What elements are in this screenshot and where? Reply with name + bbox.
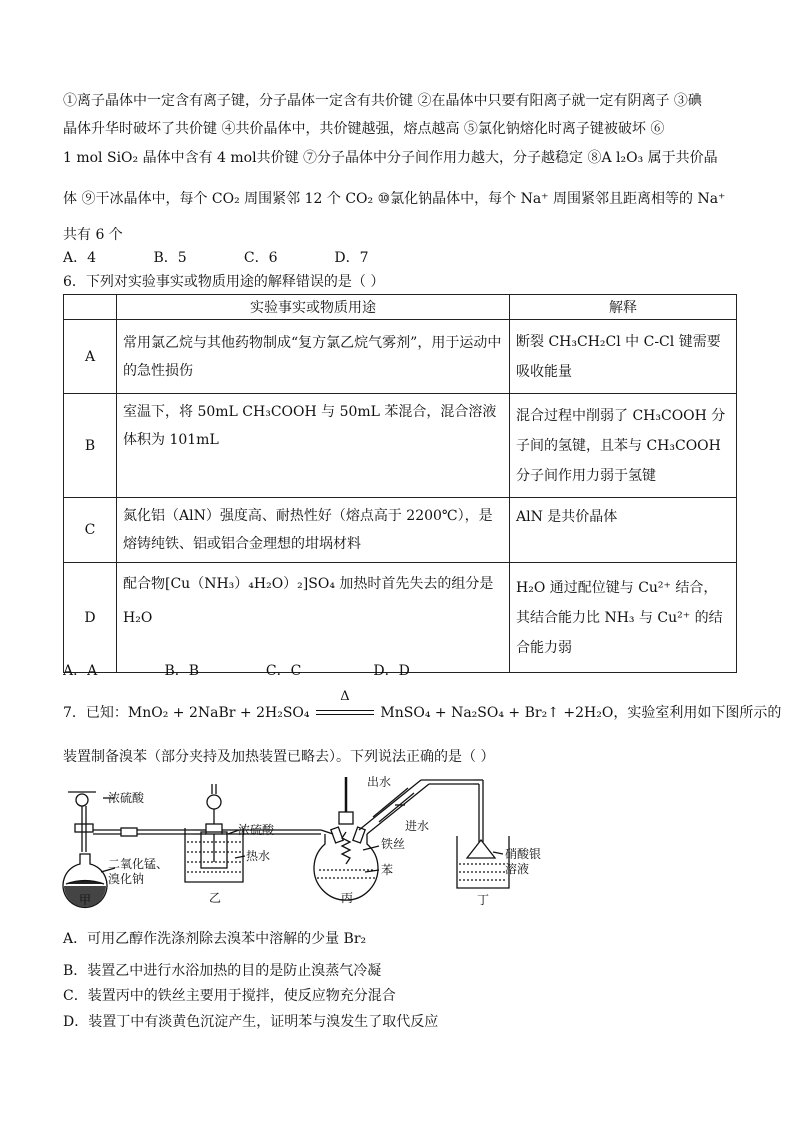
label-iron-wire: 铁丝 [381, 837, 406, 851]
q6-row-explain: H₂O 通过配位键与 Cu²⁺ 结合，其结合能力比 NH₃ 与 Cu²⁺ 的结合能力弱 [510, 563, 737, 673]
apparatus-jia [63, 792, 193, 907]
q7-equation-reactants: 7．已知：MnO₂ + 2NaBr + 2H₂SO₄ [63, 705, 310, 721]
q6-table [63, 294, 737, 673]
q7-option-c[interactable]: C．装置丙中的铁丝主要用于搅拌，使反应物充分混合 [63, 988, 396, 1004]
label-manganese-dioxide: 二氧化锰、 [108, 857, 169, 871]
q5-statement-line-1: ①离子晶体中一定含有离子键，分子晶体一定含有共价键 ②在晶体中只要有阳离子就一定有阴离子 ③碘 [63, 93, 702, 109]
q6-row-label: A [64, 320, 117, 394]
q6-header-blank [64, 295, 117, 320]
q6-row-explain: 混合过程中削弱了 CH₃COOH 分子间的氢键，且苯与 CH₃COOH 分子间作用力弱于氢键 [510, 394, 737, 498]
q6-table-header [64, 295, 737, 320]
label-conc-sulfuric-acid-2: 浓硫酸 [238, 823, 275, 837]
q6-row-fact: 配合物[Cu（NH₃）₄H₂O）₂]SO₄ 加热时首先失去的组分是 H₂O [117, 563, 510, 673]
q5-option-b[interactable]: B．5 [153, 250, 187, 266]
q6-row-a [64, 320, 737, 394]
q5-statement-line-2: 晶体升华时破坏了共价键 ④共价晶体中，共价键越强，熔点越高 ⑤氯化钠熔化时离子键被破坏 ⑥ [63, 121, 665, 137]
q6-row-fact: 常用氯乙烷与其他药物制成“复方氯乙烷气雾剂”，用于运动中的急性损伤 [117, 320, 510, 394]
q6-row-b [64, 394, 737, 498]
label-yi: 乙 [209, 891, 222, 905]
q7-option-a[interactable]: A．可用乙醇作洗涤剂除去溴苯中溶解的少量 Br₂ [63, 931, 367, 947]
q6-option-a[interactable]: A．A [63, 663, 98, 679]
q6-row-label: B [64, 394, 117, 498]
q7-equation-line [63, 689, 782, 722]
q6-row-c [64, 498, 737, 563]
label-benzene: 苯 [381, 863, 394, 877]
label-conc-sulfuric-acid-1: 浓硫酸 [108, 791, 145, 805]
q6-row-label: C [64, 498, 117, 563]
q7-option-d[interactable]: D．装置丁中有淡黄色沉淀产生，证明苯与溴发生了取代反应 [63, 1014, 439, 1030]
label-bing: 丙 [341, 891, 354, 905]
q6-row-d [64, 563, 737, 673]
q5-option-c[interactable]: C．6 [243, 250, 278, 266]
apparatus-diagram [63, 772, 542, 907]
q6-row-label: D [64, 563, 117, 673]
delta-sign: Δ [340, 689, 350, 704]
q6-options [63, 662, 410, 680]
q5-options [63, 249, 369, 267]
reaction-arrow [314, 689, 376, 720]
q7-option-b[interactable]: B．装置乙中进行水浴加热的目的是防止溴蒸气冷凝 [63, 963, 382, 979]
q5-option-a[interactable]: A．4 [63, 250, 97, 266]
label-solution: 溶液 [505, 862, 530, 876]
q5-statement-line-5: 共有 6 个 [63, 227, 123, 243]
q6-stem: 6．下列对实验事实或物质用途的解释错误的是（ ） [63, 274, 385, 290]
label-hot-water: 热水 [246, 849, 271, 863]
label-water-in: 进水 [405, 819, 430, 833]
q5-statement-line-3: 1 mol SiO₂ 晶体中含有 4 mol共价键 ⑦分子晶体中分子间作用力越大，分子越稳定 ⑧A l₂O₃ 属于共价晶 [63, 150, 718, 166]
label-water-out: 出水 [367, 775, 392, 789]
q6-option-c[interactable]: C．C [265, 663, 302, 679]
q5-option-d[interactable]: D．7 [334, 250, 369, 266]
label-sodium-bromide: 溴化钠 [108, 872, 145, 886]
q6-option-d[interactable]: D．D [373, 663, 410, 679]
q6-header-fact: 实验事实或物质用途 [117, 295, 510, 320]
q6-row-explain: 断裂 CH₃CH₂Cl 中 C-Cl 键需要吸收能量 [510, 320, 737, 394]
q6-row-fact: 氮化铝（AlN）强度高、耐热性好（熔点高于 2200℃），是熔铸纯铁、铝或铝合金理想的坩埚材料 [117, 498, 510, 563]
q6-row-fact: 室温下，将 50mL CH₃COOH 与 50mL 苯混合，混合溶液体积为 101mL [117, 394, 510, 498]
q6-row-explain: AlN 是共价晶体 [510, 498, 737, 563]
apparatus-ding [457, 780, 509, 888]
label-jia: 甲 [79, 893, 92, 907]
q6-header-explain: 解释 [510, 295, 737, 320]
q6-option-b[interactable]: B．B [164, 663, 200, 679]
q5-statement-line-4: 体 ⑨干冰晶体中，每个 CO₂ 周围紧邻 12 个 CO₂ ⑩氯化钠晶体中，每个 Na⁺ 周围紧邻且距离相等的 Na⁺ [63, 191, 726, 207]
q7-equation-products: MnSO₄ + Na₂SO₄ + Br₂↑ +2H₂O，实验室利用如下图所示的 [380, 705, 782, 721]
q7-stem-2: 装置制备溴苯（部分夹持及加热装置已略去）。下列说法正确的是（ ） [63, 749, 495, 765]
label-ding: 丁 [477, 893, 490, 907]
label-silver-nitrate: 硝酸银 [505, 847, 542, 861]
